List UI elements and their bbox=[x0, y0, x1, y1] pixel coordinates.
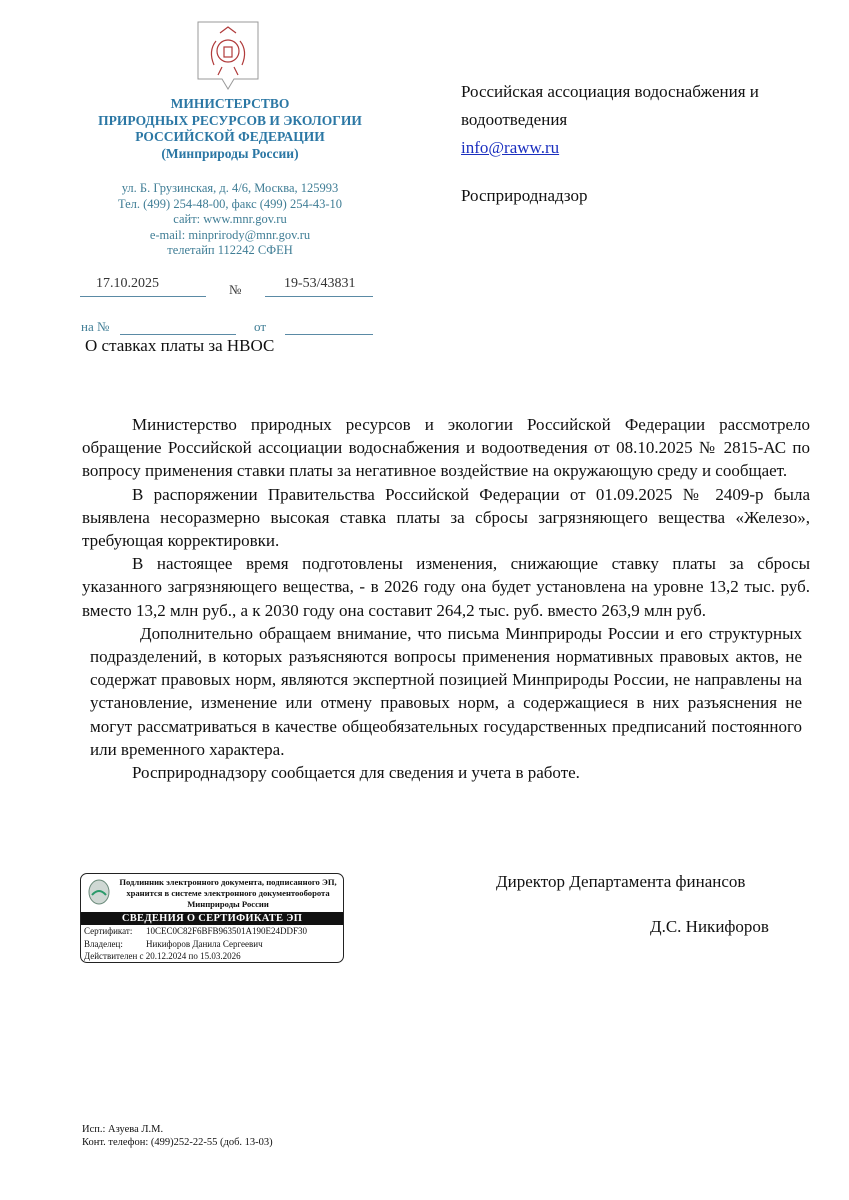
recipient-line: Российская ассоциация водоснабжения и bbox=[461, 82, 759, 101]
recipient-line: водоотведения bbox=[461, 110, 568, 129]
body-paragraph: Министерство природных ресурсов и экологии Российской Федерации рассмотрело обращение Российской ассоциации водоснабжения и водоотведения от 08.10.2025 № 2815-АС по вопросу применения ставки платы за негативное воздействие на окружающую среду и сообщает. bbox=[82, 415, 810, 481]
ministry-name bbox=[60, 96, 400, 162]
ministry-short-name: (Минприроды России) bbox=[161, 145, 299, 161]
contact-phone: Конт. телефон: (499)252-22-55 (доб. 13-03) bbox=[82, 1137, 273, 1148]
recipients bbox=[461, 78, 831, 210]
registration-date: 17.10.2025 bbox=[96, 276, 159, 291]
phone-line: Тел. (499) 254-48-00, факс (499) 254-43-10 bbox=[117, 196, 343, 211]
coat-of-arms-emblem bbox=[196, 21, 260, 93]
emblem-icon bbox=[86, 877, 112, 907]
body-paragraph: Росприроднадзору сообщается для сведения и учета в работе. bbox=[132, 763, 580, 783]
body-paragraph: Дополнительно обращаем внимание, что письма Минприроды России и его структурных подразделений, в которых разъясняются вопросы применения нормативных правовых актов, не содержат правовых норм, являются экспертной позицией Минприроды России, не направлены на установление, изменение или отмену правовых норм, а содержащиеся в них разъяснения не могут рассматриваться в качестве общеобязательных государственных предписаний постоянного или временного характера. bbox=[90, 623, 802, 759]
ministry-name-line: РОССИЙСКОЙ ФЕДЕРАЦИИ bbox=[135, 129, 325, 144]
recipient-line: Росприроднадзор bbox=[461, 186, 588, 205]
cert-number: 10CEC0C82F6BFB963501A190E24DDF30 bbox=[146, 926, 308, 936]
recipient-email-link[interactable]: info@raww.ru bbox=[461, 138, 560, 157]
teletype-line: телетайп 112242 СФЕН bbox=[167, 243, 293, 257]
cert-validity: Действителен с 20.12.2024 по 15.03.2026 bbox=[84, 951, 241, 961]
e-signature-stamp bbox=[80, 873, 344, 963]
cert-label: Сертификат: bbox=[84, 926, 133, 936]
address-line: ул. Б. Грузинская, д. 4/6, Москва, 125993 bbox=[121, 181, 339, 195]
body-paragraph: В распоряжении Правительства Российской Федерации от 01.09.2025 № 2409-р была выявлена несоразмерно высокая ставка платы за сбросы загрязняющего вещества «Железо», требующая корректировки. bbox=[82, 484, 810, 551]
reference-number-label: на № bbox=[81, 319, 110, 334]
stamp-header: Подлинник электронного документа, подписанного ЭП, хранится в системе электронного документооборота Минприроды России bbox=[119, 877, 337, 909]
letter-subject: О ставках платы за НВОС bbox=[85, 336, 275, 355]
letter-body bbox=[82, 413, 810, 784]
email-line: e-mail: minprirody@mnr.gov.ru bbox=[149, 227, 311, 242]
signer-position: Директор Департамента финансов bbox=[496, 872, 746, 891]
cert-owner: Никифоров Данила Сергеевич bbox=[146, 938, 263, 949]
ministry-address bbox=[60, 181, 400, 259]
executor: Исп.: Азуева Л.М. bbox=[82, 1124, 164, 1135]
ministry-name-line: МИНИСТЕРСТВО bbox=[170, 96, 290, 111]
reference-from-label: от bbox=[254, 319, 267, 334]
number-label: № bbox=[229, 282, 242, 297]
stamp-title: СВЕДЕНИЯ О СЕРТИФИКАТЕ ЭП bbox=[81, 912, 343, 925]
body-paragraph: В настоящее время подготовлены изменения, снижающие ставку платы за сбросы указанного загрязняющего вещества, - в 2026 году она будет установлена на уровне 13,2 тыс. руб. вместо 13,2 млн руб., а к 2030 году она составит 264,2 тыс. руб. вместо 263,9 млн руб. bbox=[82, 554, 810, 620]
ministry-name-line: ПРИРОДНЫХ РЕСУРСОВ И ЭКОЛОГИИ bbox=[98, 112, 362, 128]
registration-number: 19-53/43831 bbox=[284, 276, 356, 291]
signer-name: Д.С. Никифоров bbox=[650, 917, 769, 936]
owner-label: Владелец: bbox=[84, 938, 123, 949]
website-line: сайт: www.mnr.gov.ru bbox=[173, 212, 287, 226]
